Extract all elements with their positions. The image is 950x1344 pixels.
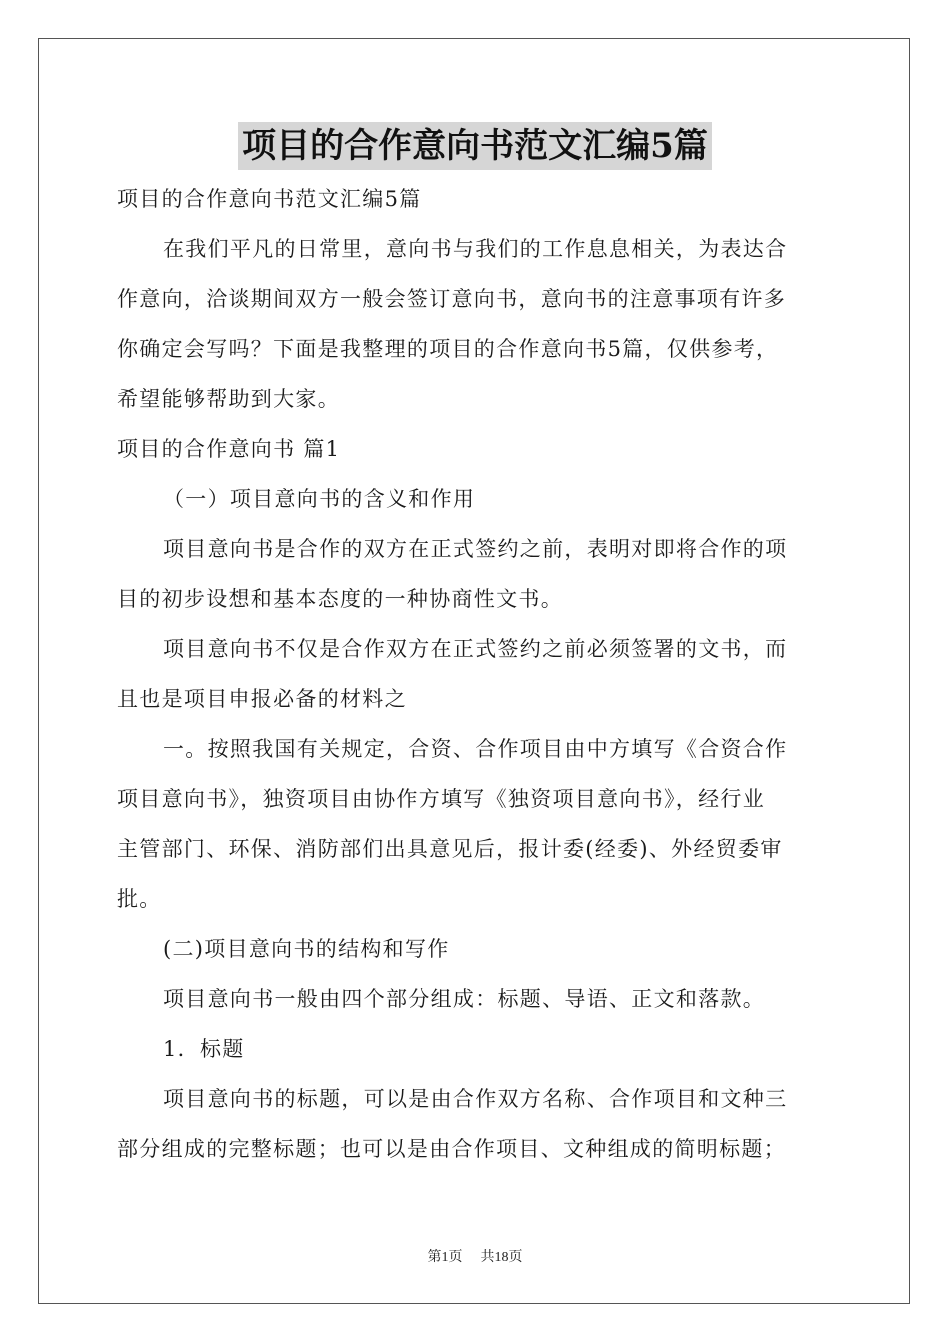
page-footer xyxy=(0,1246,950,1266)
paragraph-line: 在我们平凡的日常里，意向书与我们的工作息息相关，为表达合 xyxy=(163,237,788,261)
paragraph-line: 项目意向书不仅是合作双方在正式签约之前必须签署的文书，而 xyxy=(163,637,788,661)
paragraph-line: 希望能够帮助到大家。 xyxy=(117,387,340,411)
paragraph-line: 项目意向书的标题，可以是由合作双方名称、合作项目和文种三 xyxy=(163,1087,788,1111)
paragraph-line: 项目意向书》，独资项目由协作方填写《独资项目意向书》，经行业 xyxy=(117,787,765,811)
section-heading: 项目的合作意向书 篇1 xyxy=(117,437,341,461)
subtitle-line: 项目的合作意向书范文汇编5篇 xyxy=(117,187,422,211)
paragraph-line: 一。按照我国有关规定，合资、合作项目由中方填写《合资合作 xyxy=(163,737,788,761)
paragraph-line: 你确定会写吗？下面是我整理的项目的合作意向书5篇，仅供参考， xyxy=(117,337,779,361)
subsection-heading: (二)项目意向书的结构和写作 xyxy=(163,937,450,961)
document-title: 项目的合作意向书范文汇编5篇 xyxy=(238,122,712,170)
page-total: 共18页 xyxy=(480,1250,523,1265)
page-number: 第1页 xyxy=(427,1250,463,1265)
paragraph-line: 且也是项目申报必备的材料之 xyxy=(117,687,407,711)
paragraph-line: 部分组成的完整标题；也可以是由合作项目、文种组成的简明标题； xyxy=(117,1137,786,1161)
list-heading: 1．标题 xyxy=(163,1037,245,1061)
paragraph-line: 作意向，洽谈期间双方一般会签订意向书，意向书的注意事项有许多 xyxy=(117,287,786,311)
paragraph-line: 项目意向书一般由四个部分组成：标题、导语、正文和落款。 xyxy=(163,987,766,1011)
title-container xyxy=(0,122,950,170)
paragraph-line: 批。 xyxy=(117,887,162,911)
paragraph-line: 目的初步设想和基本态度的一种协商性文书。 xyxy=(117,587,563,611)
page-border xyxy=(38,38,910,1304)
paragraph-line: 主管部门、环保、消防部们出具意见后，报计委(经委)、外经贸委审 xyxy=(117,837,783,861)
paragraph-line: 项目意向书是合作的双方在正式签约之前，表明对即将合作的项 xyxy=(163,537,788,561)
subsection-heading: （一）项目意向书的含义和作用 xyxy=(163,487,476,511)
